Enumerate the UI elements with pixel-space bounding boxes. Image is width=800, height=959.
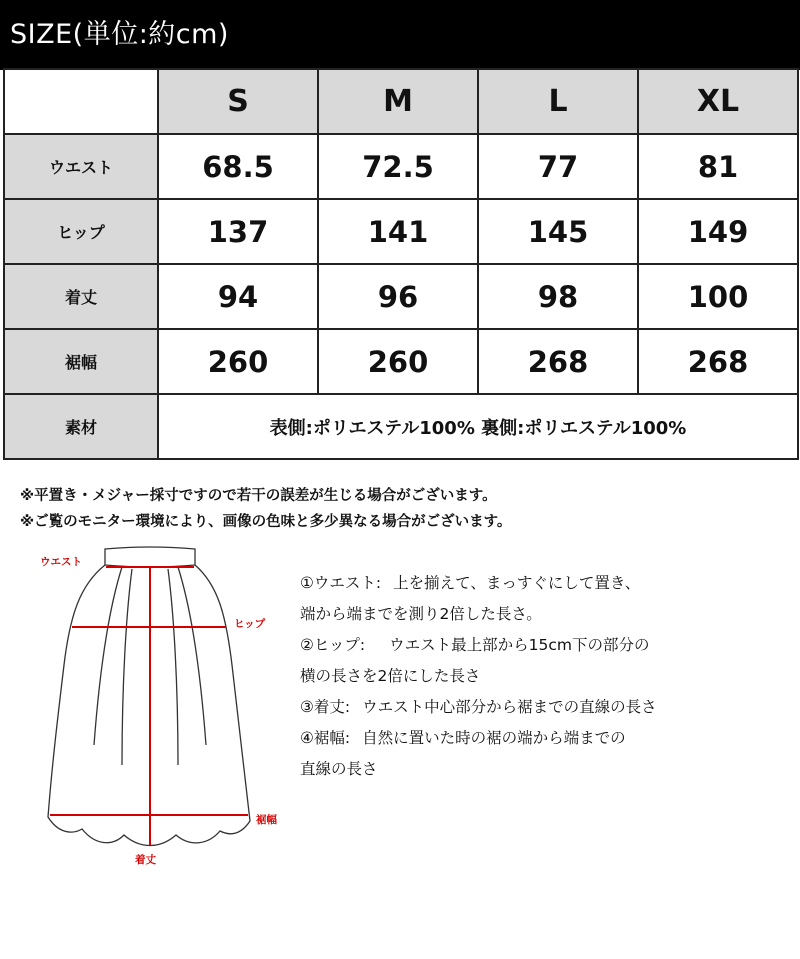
table-cell: 268 — [638, 329, 798, 394]
hip-label: ヒップ — [234, 618, 266, 630]
description-line — [300, 599, 657, 630]
size-header-l: L — [478, 69, 638, 134]
table-cell: 100 — [638, 264, 798, 329]
description-text: 自然に置いた時の裾の端から端までの — [362, 729, 626, 747]
description-head: ①ウエスト: — [300, 574, 382, 592]
measurement-descriptions — [300, 568, 657, 785]
size-table — [3, 68, 799, 460]
description-head: ②ヒップ: — [300, 636, 366, 654]
description-text: 横の長さを2倍にした長さ — [300, 667, 481, 685]
header-row — [4, 69, 798, 134]
table-cell: 72.5 — [318, 134, 478, 199]
description-line — [300, 754, 657, 785]
skirt-diagram — [0, 545, 300, 875]
description-text: 直線の長さ — [300, 760, 378, 778]
table-row-waist — [4, 134, 798, 199]
size-header-s: S — [158, 69, 318, 134]
description-line — [300, 692, 657, 723]
table-cell: 268 — [478, 329, 638, 394]
table-cell: 141 — [318, 199, 478, 264]
note-line: ※平置き・メジャー採寸ですので若干の誤差が生じる場合がございます。 — [20, 488, 497, 504]
row-label: 素材 — [4, 394, 158, 459]
table-row-length — [4, 264, 798, 329]
table-cell: 94 — [158, 264, 318, 329]
length-label: 着丈 — [135, 854, 156, 866]
table-cell: 260 — [318, 329, 478, 394]
table-cell: 96 — [318, 264, 478, 329]
measure-lines — [50, 567, 248, 845]
size-header-m: M — [318, 69, 478, 134]
description-text: ウエスト中心部分から裾までの直線の長さ — [362, 698, 657, 716]
waist-label: ウエスト — [40, 556, 82, 568]
table-cell: 77 — [478, 134, 638, 199]
description-line — [300, 723, 657, 754]
description-head: ③着丈: — [300, 698, 351, 716]
description-text: 上を揃えて、まっすぐにして置き、 — [393, 574, 641, 592]
description-head: ④裾幅: — [300, 729, 351, 747]
page-title: SIZE(単位:約cm) — [0, 0, 800, 70]
row-label: 裾幅 — [4, 329, 158, 394]
description-line — [300, 630, 657, 661]
description-line — [300, 568, 657, 599]
row-label: ウエスト — [4, 134, 158, 199]
table-cell: 149 — [638, 199, 798, 264]
table-cell: 68.5 — [158, 134, 318, 199]
table-cell: 260 — [158, 329, 318, 394]
table-row-material — [4, 394, 798, 459]
size-header-xl: XL — [638, 69, 798, 134]
row-label: ヒップ — [4, 199, 158, 264]
table-cell: 81 — [638, 134, 798, 199]
description-text: 端から端までを測り2倍した長さ。 — [300, 605, 542, 623]
corner-cell — [4, 69, 158, 134]
table-row-hem — [4, 329, 798, 394]
table-row-hip — [4, 199, 798, 264]
hem-label: 裾幅 — [256, 814, 277, 826]
description-line — [300, 661, 657, 692]
row-label: 着丈 — [4, 264, 158, 329]
material-value: 表側:ポリエステル100% 裏側:ポリエステル100% — [158, 394, 798, 459]
description-text: ウエスト最上部から15cm下の部分の — [389, 636, 650, 654]
table-cell: 98 — [478, 264, 638, 329]
notes — [20, 483, 511, 535]
table-cell: 145 — [478, 199, 638, 264]
table-cell: 137 — [158, 199, 318, 264]
note-line: ※ご覧のモニター環境により、画像の色味と多少異なる場合がございます。 — [20, 514, 512, 530]
